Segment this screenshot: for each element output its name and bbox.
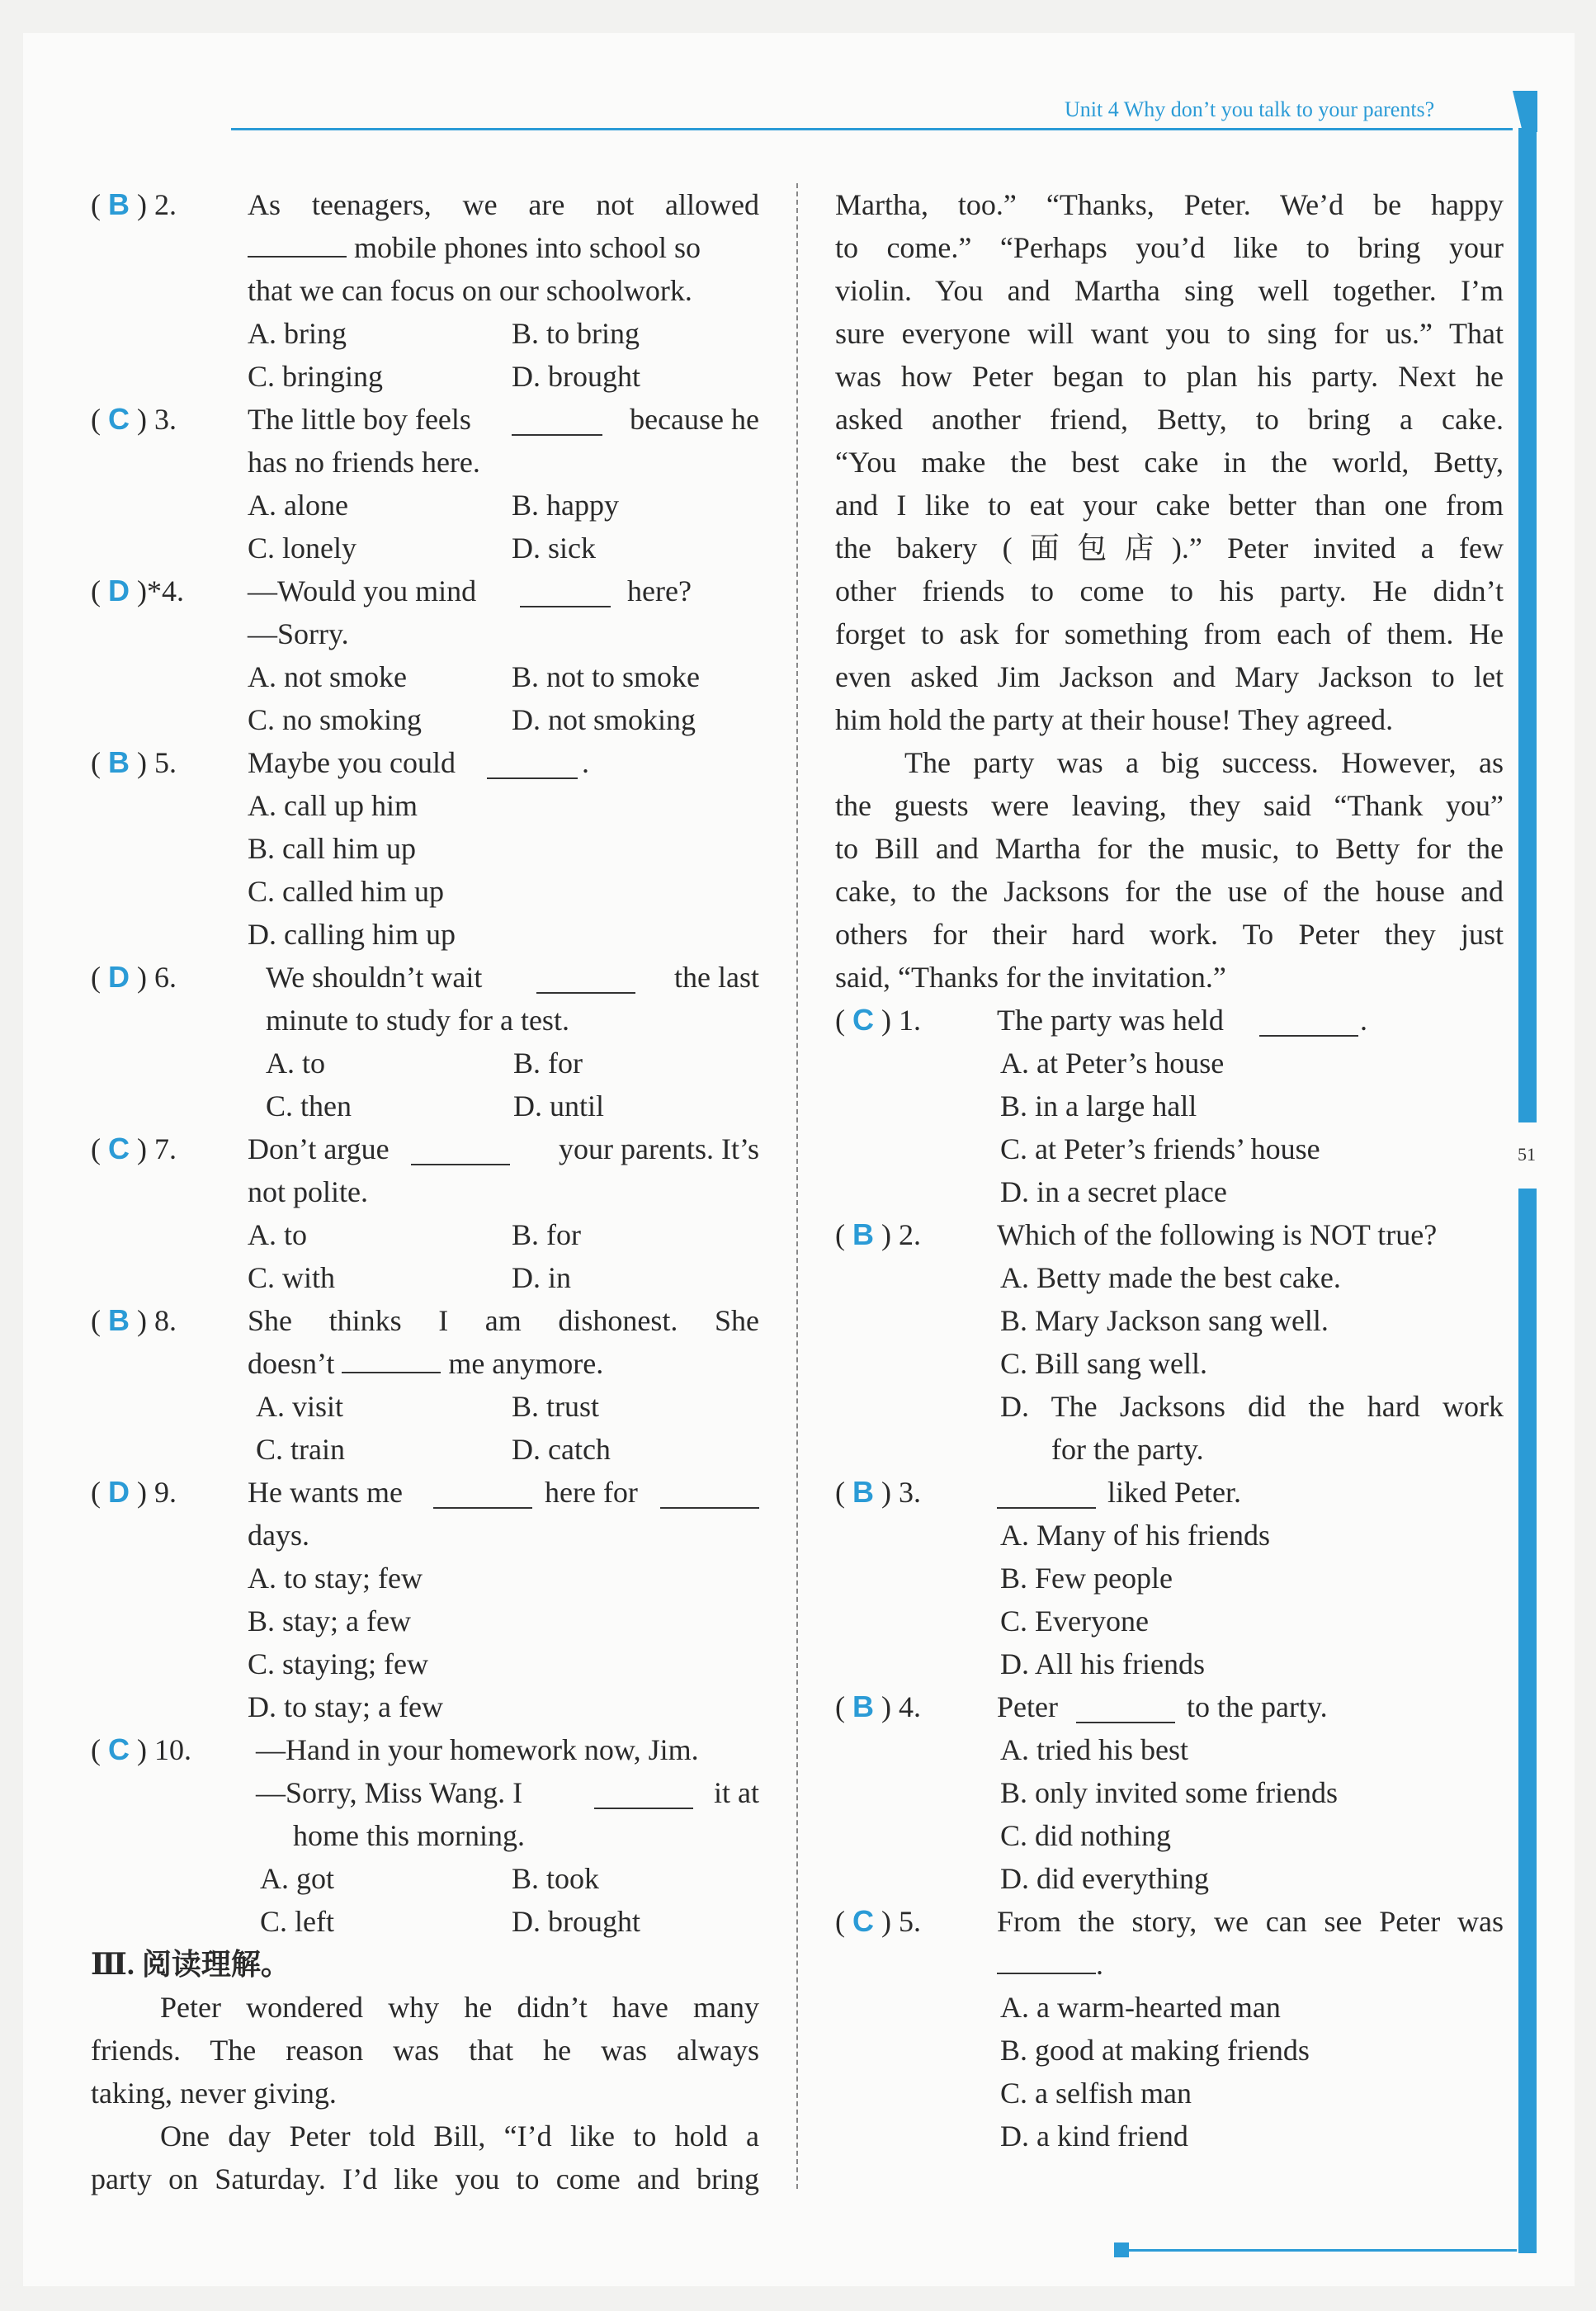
- blank: [433, 1479, 532, 1509]
- side-bar-bottom: [1518, 1189, 1537, 2253]
- story-line: others for their hard work. To Peter they just: [835, 918, 1504, 951]
- answer: C: [852, 1003, 874, 1037]
- unit-header: Unit 4 Why don’t you talk to your parents?: [1065, 97, 1435, 121]
- blank: [536, 964, 635, 994]
- answer: B: [852, 1475, 874, 1509]
- story-line: asked another friend, Betty, to bring a cake.: [835, 403, 1504, 436]
- side-bar-top: [1518, 128, 1537, 1122]
- column-divider: [796, 183, 798, 2189]
- story-line: Martha, too.” “Thanks, Peter. We’d be happy: [835, 188, 1504, 221]
- section-heading: Ⅲ. 阅读理解。: [91, 1948, 290, 1981]
- question-4: ( D )*4. —Would you mind here?: [91, 574, 692, 607]
- question-10: ( C ) 10. —Hand in your homework now, Jim.: [91, 1732, 699, 1766]
- header-rule: [231, 128, 1513, 130]
- question-5: ( B ) 5. Maybe you could .: [91, 745, 589, 779]
- blank: [1076, 1694, 1175, 1723]
- reading-question-1: ( C ) 1. The party was held .: [835, 1003, 1367, 1037]
- story-line: to Bill and Martha for the music, to Betty for the: [835, 832, 1504, 865]
- answer: B: [852, 1217, 874, 1251]
- question-8: ( B ) 8. She thinks I am dishonest. She: [91, 1303, 759, 1337]
- blank: [660, 1479, 759, 1509]
- blank: [997, 1945, 1096, 1974]
- question-7: ( C ) 7. Don’t argue your parents. It’s: [91, 1132, 759, 1165]
- story-line: forget to ask for something from each of them. He: [835, 617, 1504, 650]
- story-line: violin. You and Martha sing well together. I’m: [835, 274, 1504, 307]
- answer: B: [852, 1690, 874, 1723]
- reading-question-2: ( B ) 2. Which of the following is NOT true?: [835, 1217, 1438, 1251]
- page-number: 51: [1518, 1144, 1536, 1165]
- question-2: ( B ) 2. As teenagers, we are not allowed: [91, 187, 759, 221]
- story-line: and I like to eat your cake better than one from: [835, 489, 1504, 522]
- blank: [248, 228, 347, 258]
- reading-question-5: ( C ) 5. From the story, we can see Peter was: [835, 1904, 1504, 1938]
- blank: [411, 1136, 510, 1165]
- right-column: Martha, too.” “Thanks, Peter. We’d be happy to come.” “Perhaps you’d like to bring your violin. You and Martha sing well together. I’m sure everyone will want you to sing for us.” That was how Peter began to plan his party. Next he asked another friend, Betty, to bring a cake. “You make the best cake in the world, Betty, and I like to eat your cake better than one from the bakery (面包店).” Peter invited a few other friends to come to his party. He didn’t forget to ask for something from each of them. He even asked Jim Jackson and Mary Jackson to let him hold the party at their house! They agreed. The party was a big success. However, as the guests were leaving, they said “Thank you” to Bill and Martha for the music, to Betty for the cake, to the Jacksons for the use of the house and others for their hard work. To Peter they just said, “Thanks for the invitation.” ( C ) 1. The party was held . A. at Peter’s house B. in a large hall C. at Peter’s friends’ house D. in a secret place ( B ) 2. Which of the following is NOT true? A. Betty made the best cake. B. Mary Jackson sang well. C. Bill sang well. D. The Jacksons did the hard work for the party. ( B ) 3. liked Peter. A. Many of his friends B. Few people C. Everyone D. All his friends ( B ) 4. Peter to the party. A. tried his best B. only invited some friends C. did nothing D. did everything ( C ) 5. From the story, we can see Peter was . A. a warm-hearted man B. good at making friends C. a selfish man D. a kind friend: [835, 183, 1504, 2157]
- story-line: said, “Thanks for the invitation.”: [835, 961, 1226, 994]
- story-line: the bakery (面包店).” Peter invited a few: [835, 532, 1504, 565]
- answer: B: [108, 1303, 130, 1337]
- answer: C: [108, 1732, 130, 1766]
- story-line: other friends to come to his party. He didn’t: [835, 574, 1504, 607]
- answer: D: [108, 960, 130, 994]
- blank: [520, 578, 611, 607]
- blank: [594, 1779, 693, 1809]
- answer: D: [108, 574, 130, 607]
- reading-question-3: ( B ) 3. liked Peter.: [835, 1475, 1241, 1509]
- blank: [487, 749, 578, 779]
- story-line: cake, to the Jacksons for the use of the house and: [835, 875, 1504, 908]
- reading-question-4: ( B ) 4. Peter to the party.: [835, 1690, 1328, 1723]
- answer: D: [108, 1475, 130, 1509]
- answer: B: [108, 745, 130, 779]
- blank: [342, 1344, 441, 1373]
- blank: [1259, 1007, 1358, 1037]
- story-line: him hold the party at their house! They agreed.: [835, 703, 1394, 736]
- story-line: the guests were leaving, they said “Thank you”: [835, 789, 1504, 822]
- story-line: even asked Jim Jackson and Mary Jackson to let: [835, 660, 1504, 693]
- story-line: sure everyone will want you to sing for us.” That: [835, 317, 1504, 350]
- story-line: was how Peter began to plan his party. Next he: [835, 360, 1504, 393]
- story-line: to come.” “Perhaps you’d like to bring your: [835, 231, 1504, 264]
- answer: B: [108, 187, 130, 221]
- question-9: ( D ) 9. He wants me here for: [91, 1471, 759, 1514]
- blank: [512, 406, 602, 436]
- answer: C: [852, 1904, 874, 1938]
- answer: C: [108, 402, 130, 436]
- blank: [997, 1479, 1096, 1509]
- footer-rule: [1121, 2249, 1517, 2252]
- story-line: “You make the best cake in the world, Betty,: [835, 446, 1504, 479]
- question-3: ( C ) 3. The little boy feels because he: [91, 402, 759, 436]
- answer: C: [108, 1132, 130, 1165]
- question-6: ( D ) 6. We shouldn’t wait the last: [91, 960, 759, 994]
- story-line: The party was a big success. However, as: [904, 746, 1504, 779]
- left-column: ( B ) 2. As teenagers, we are not allowed mobile phones into school so that we can focus on our schoolwork. A. bring B. to bring C. bringing D. brought ( C ) 3. The little boy feels because he has no friends here. A. alone B. happy C. lonely D. sick ( D )*4. —Would you mind here? —Sorry. A. not smoke B. not to smoke C. no smoking D. not smoking ( B ) 5. Maybe you could . A. call up him B. call him up C. called him up D. calling him up ( D ) 6. We shouldn’t wait the last minute to study for a test. A. to B. for C. then D. until ( C ) 7. Don’t argue your parents. It’s not polite. A. to B. for C. with D. in ( B ) 8. She thinks I am dishonest. She doesn’t me anymore. A. visit B. trust C. train D. catch ( D ) 9. He wants me here for days. A. to stay; few B. stay; a few C. staying; few D. to stay; a few ( C ) 10. —Hand in your homework now, Jim. —Sorry, Miss Wang. I it at home this morning. A. got B. took C. left D. brought Ⅲ. 阅读理解。 Peter wondered why he didn’t have many friends. The reason was that he was always taking, never giving. One day Peter told Bill, “I’d like to hold a party on Saturday. I’d like you to come and bring: [91, 183, 759, 2200]
